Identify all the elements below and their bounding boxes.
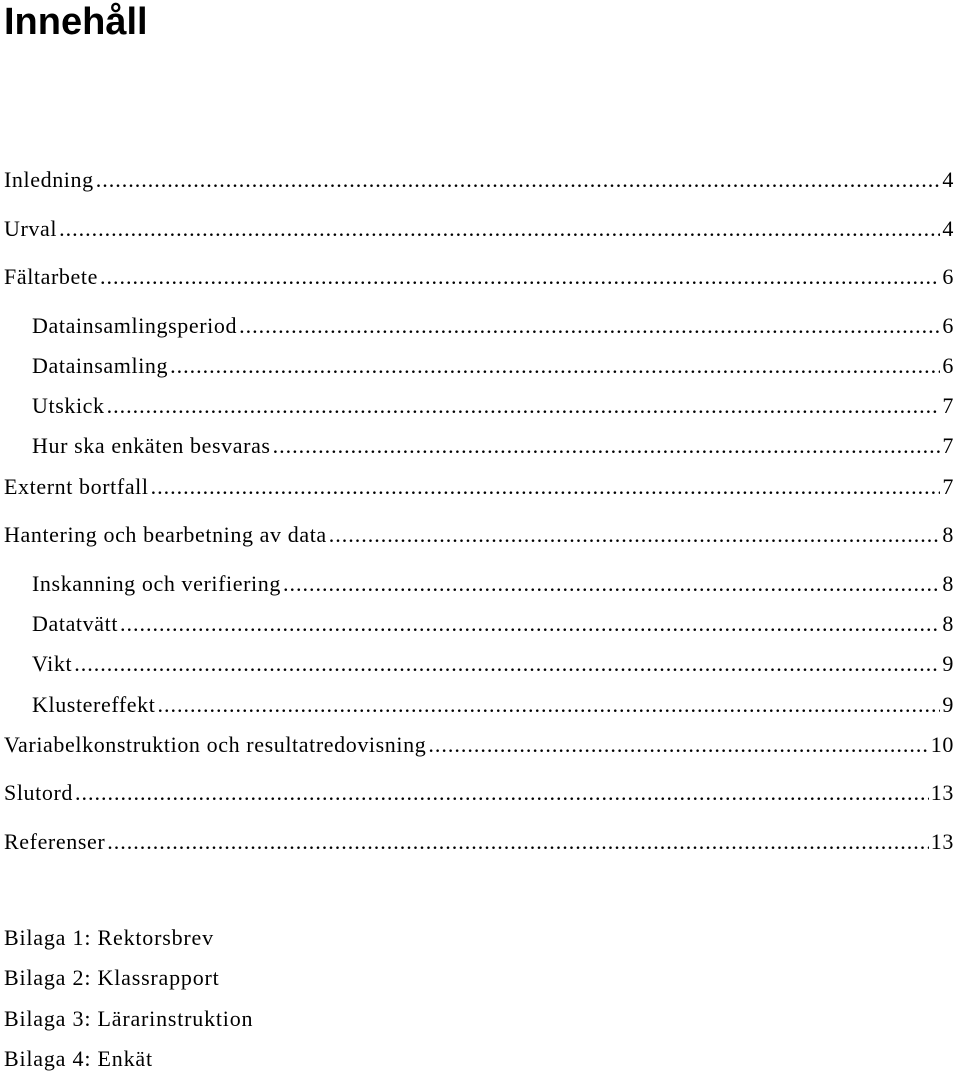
page-title: Innehåll (4, 1, 148, 43)
toc-entry-label: Hantering och bearbetning av data (4, 522, 327, 548)
dot-leader (273, 433, 941, 459)
dot-leader (151, 474, 941, 500)
toc-entry-page: 9 (942, 651, 954, 677)
toc-entry-label: Datatvätt (32, 610, 119, 636)
toc-entry-page: 9 (942, 691, 954, 717)
dot-leader (100, 264, 940, 290)
toc-entry[interactable] (4, 474, 954, 523)
toc-entry-page: 7 (942, 393, 954, 419)
appendix-list (4, 918, 253, 1079)
toc-entry-page: 7 (942, 433, 954, 459)
toc-entry[interactable] (4, 780, 954, 829)
toc-entry-page: 6 (942, 352, 954, 378)
toc-entry-page: 10 (930, 731, 954, 757)
dot-leader (107, 829, 929, 855)
dot-leader (239, 313, 940, 339)
toc-entry-label: Externt bortfall (4, 473, 149, 499)
toc-entry[interactable] (4, 692, 954, 732)
dot-leader (428, 732, 928, 758)
toc-entry-label: Inledning (4, 167, 94, 192)
table-of-contents (4, 167, 954, 877)
toc-entry-label: Variabelkonstruktion och resultatredovisning (4, 731, 427, 757)
toc-entry-label: Inskanning och verifiering (32, 570, 281, 596)
toc-entry-label: Hur ska enkäten besvaras (32, 433, 271, 459)
toc-entry-page: 6 (942, 264, 954, 289)
toc-entry-label: Slutord (4, 780, 73, 806)
toc-entry[interactable] (4, 216, 954, 265)
toc-entry-label: Klustereffekt (32, 691, 156, 717)
toc-entry-page: 8 (942, 610, 954, 636)
toc-entry-label: Fältarbete (4, 264, 98, 289)
toc-entry[interactable] (4, 264, 954, 313)
appendix-item: Bilaga 1: Rektorsbrev (4, 925, 214, 950)
toc-entry[interactable] (4, 732, 954, 781)
toc-entry[interactable] (4, 313, 954, 353)
dot-leader (157, 692, 940, 718)
dot-leader (75, 780, 929, 806)
dot-leader (283, 571, 940, 597)
appendix-item: Bilaga 2: Klassrapport (4, 965, 220, 991)
toc-entry-label: Datainsamling (32, 352, 169, 378)
toc-entry[interactable] (4, 167, 954, 216)
toc-entry-page: 8 (942, 522, 954, 548)
appendix-item: Bilaga 3: Lärarinstruktion (4, 1005, 254, 1031)
dot-leader (329, 522, 941, 548)
toc-entry[interactable] (4, 571, 954, 611)
toc-entry-label: Vikt (32, 651, 73, 677)
dot-leader (120, 611, 940, 637)
toc-entry-label: Urval (4, 215, 58, 241)
toc-entry[interactable] (4, 522, 954, 571)
dot-leader (170, 353, 940, 379)
toc-entry-page: 8 (942, 570, 954, 596)
toc-entry[interactable] (4, 829, 954, 878)
toc-entry-page: 6 (942, 312, 954, 338)
toc-entry[interactable] (4, 651, 954, 691)
dot-leader (96, 167, 941, 193)
dot-leader (107, 393, 941, 419)
toc-entry-page: 13 (930, 780, 954, 806)
toc-entry-label: Datainsamlingsperiod (32, 312, 238, 338)
toc-entry[interactable] (4, 353, 954, 393)
toc-entry-label: Referenser (4, 828, 106, 854)
toc-entry-page: 13 (930, 828, 954, 854)
toc-entry-page: 4 (942, 167, 954, 192)
toc-entry[interactable] (4, 611, 954, 651)
appendix-item: Bilaga 4: Enkät (4, 1045, 153, 1071)
toc-entry-label: Utskick (32, 393, 105, 419)
dot-leader (59, 216, 940, 242)
toc-entry-page: 4 (942, 215, 954, 241)
toc-entry[interactable] (4, 393, 954, 433)
toc-entry[interactable] (4, 433, 954, 473)
toc-entry-page: 7 (942, 473, 954, 499)
dot-leader (74, 651, 940, 677)
